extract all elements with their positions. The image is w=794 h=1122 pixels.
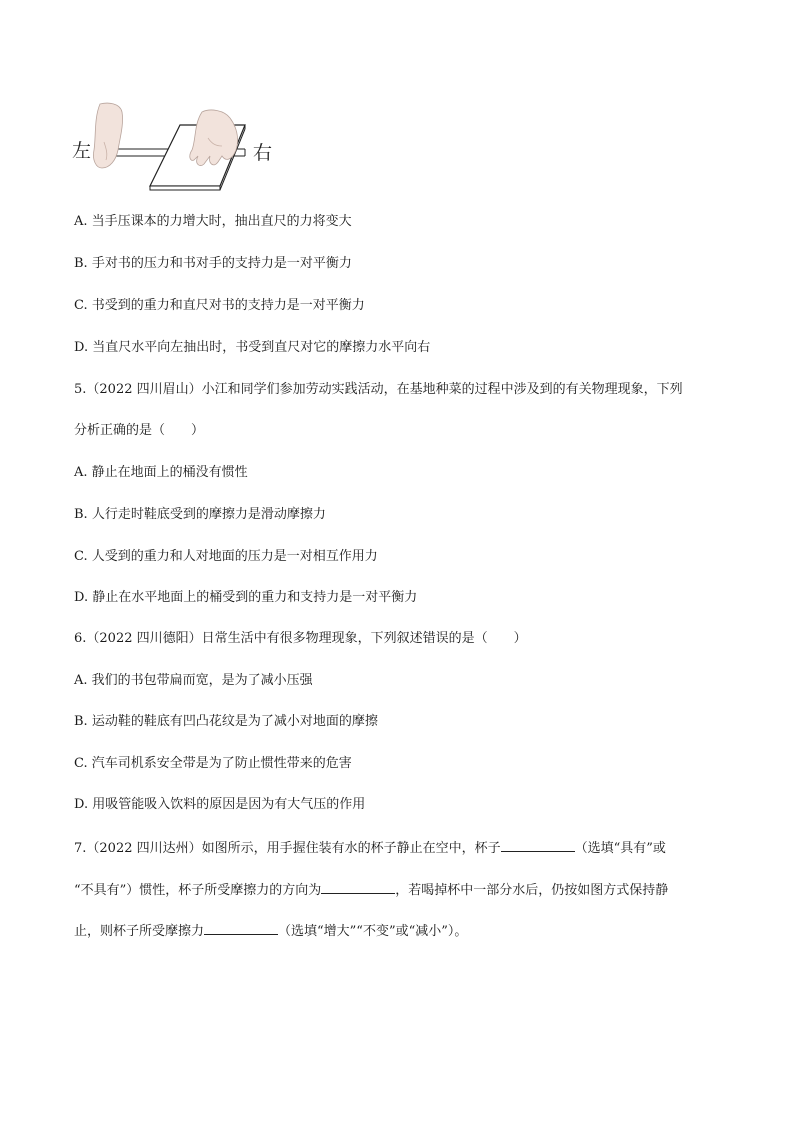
q7-line1: [74, 839, 666, 857]
q7-line2: [74, 881, 668, 899]
q7-blank-1[interactable]: [501, 839, 575, 852]
q6-option-b: B. 运动鞋的鞋底有凹凸花纹是为了减小对地面的摩擦: [74, 714, 378, 729]
q6-option-c: C. 汽车司机系安全带是为了防止惯性带来的危害: [74, 756, 352, 771]
book-ruler-drawing: [90, 98, 273, 193]
q4-option-b: B. 手对书的压力和书对手的支持力是一对平衡力: [74, 256, 352, 271]
q7-line3: [74, 922, 467, 940]
q5-option-a: A. 静止在地面上的桶没有惯性: [74, 465, 248, 480]
right-label: 右: [253, 142, 273, 164]
q7-blank-3[interactable]: [204, 922, 278, 935]
q5-stem-line1: 5.（2022 四川眉山）小江和同学们参加劳动实践活动，在基地种菜的过程中涉及到的有关物理现象，下列: [74, 382, 683, 397]
q5-option-c: C. 人受到的重力和人对地面的压力是一对相互作用力: [74, 549, 378, 564]
q6-option-a: A. 我们的书包带扁而宽，是为了减小压强: [74, 673, 313, 688]
left-hand-shape: [93, 103, 122, 168]
q5-stem-line2: 分析正确的是（ ）: [74, 423, 205, 438]
q7-line2-text-b: ，若喝掉杯中一部分水后，仍按如图方式保持静: [395, 883, 669, 898]
q7-line3-text-a: 止，则杯子所受摩擦力: [74, 924, 205, 939]
q7-line3-text-b: （选填“增大”“不变”或“减小”）。: [278, 924, 468, 939]
q7-line1-text-b: （选填“具有”或: [574, 841, 666, 856]
left-label: 左: [72, 140, 92, 162]
q6-stem: 6.（2022 四川德阳）日常生活中有很多物理现象，下列叙述错误的是（ ）: [74, 631, 527, 646]
q5-option-b: B. 人行走时鞋底受到的摩擦力是滑动摩擦力: [74, 507, 326, 522]
q5-option-d: D. 静止在水平地面上的桶受到的重力和支持力是一对平衡力: [74, 590, 418, 605]
q4-option-c: C. 书受到的重力和直尺对书的支持力是一对平衡力: [74, 298, 365, 313]
q7-line1-text-a: 7.（2022 四川达州）如图所示，用手握住装有水的杯子静止在空中，杯子: [74, 841, 501, 856]
q7-blank-2[interactable]: [321, 881, 395, 894]
q7-line2-text-a: “不具有”）惯性，杯子所受摩擦力的方向为: [74, 883, 322, 898]
q6-option-d: D. 用吸管能吸入饮料的原因是因为有大气压的作用: [74, 797, 366, 812]
right-hand-shape: [190, 110, 238, 166]
q4-option-d: D. 当直尺水平向左抽出时，书受到直尺对它的摩擦力水平向右: [74, 340, 431, 355]
q4-option-a: A. 当手压课本的力增大时，抽出直尺的力将变大: [74, 214, 352, 229]
book-ruler-figure: [70, 98, 280, 193]
